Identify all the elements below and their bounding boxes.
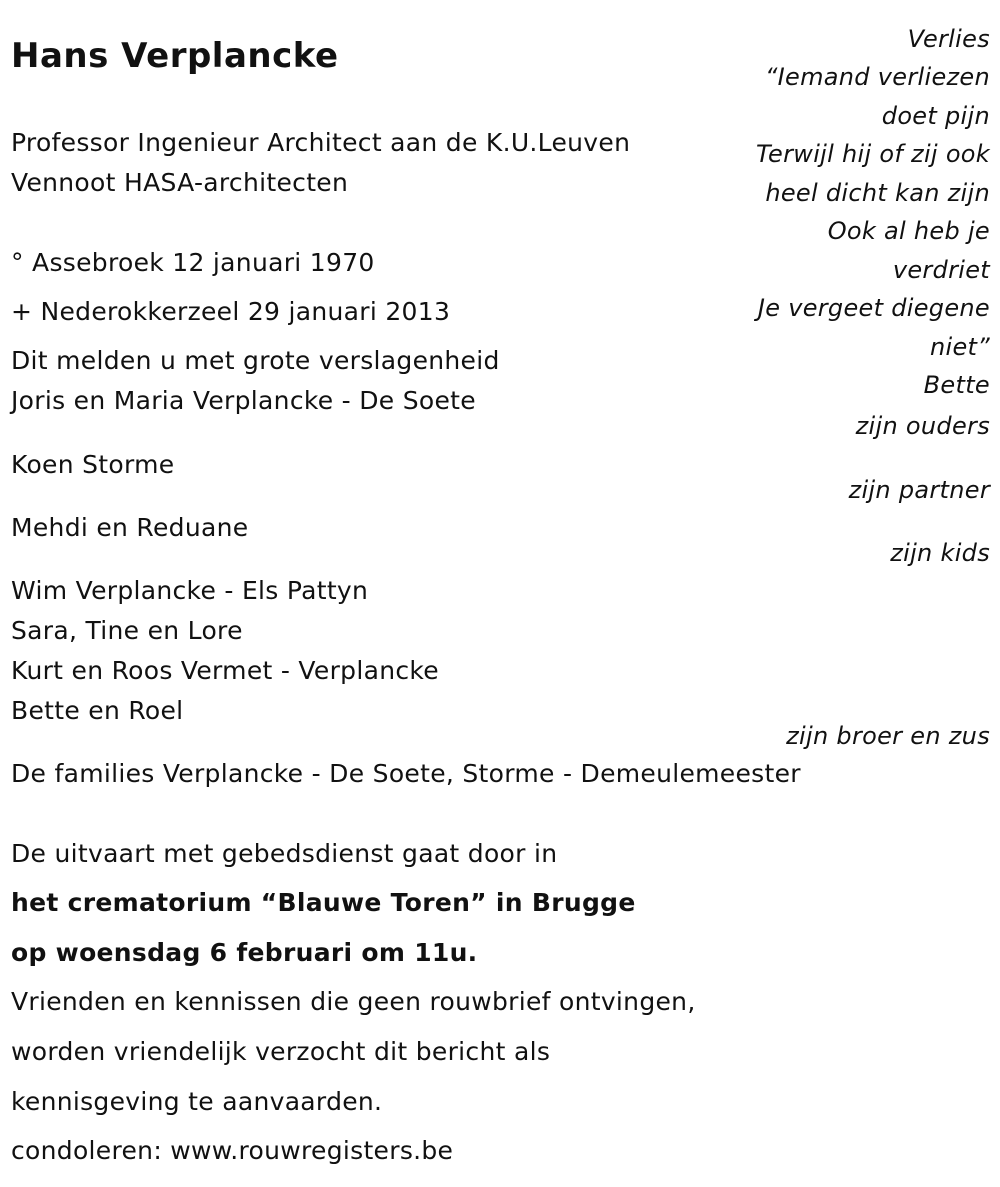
deceased-name: Hans Verplancke: [11, 36, 339, 76]
families-line: De families Verplancke - De Soete, Storme - Demeulemeester: [11, 759, 801, 788]
relation-siblings: zijn broer en zus: [786, 722, 990, 750]
sibling-line-2: Sara, Tine en Lore: [11, 616, 243, 645]
relation-parents: zijn ouders: [855, 412, 990, 440]
notice-line-2: worden vriendelijk verzocht dit bericht als: [11, 1037, 551, 1066]
poem-line-1: Verlies: [907, 25, 990, 53]
condolences-line: condoleren: www.rouwregisters.be: [11, 1136, 454, 1165]
poem-line-4: Terwijl hij of zij ook: [756, 140, 990, 168]
title-line-1: Professor Ingenieur Architect aan de K.U.Leuven: [11, 128, 631, 157]
poem-author: Bette: [923, 371, 990, 399]
relation-partner: zijn partner: [848, 476, 990, 504]
notice-line-3: kennisgeving te aanvaarden.: [11, 1087, 383, 1116]
birth-line: ° Assebroek 12 januari 1970: [11, 248, 375, 277]
death-line: + Nederokkerzeel 29 januari 2013: [11, 297, 451, 326]
poem-line-5: heel dicht kan zijn: [765, 179, 990, 207]
funeral-place: het crematorium “Blauwe Toren” in Brugge: [11, 888, 636, 917]
poem-line-6: Ook al heb je: [827, 217, 990, 245]
funeral-date: op woensdag 6 februari om 11u.: [11, 938, 478, 967]
sibling-line-3: Kurt en Roos Vermet - Verplancke: [11, 656, 439, 685]
poem-line-9: niet”: [930, 333, 990, 361]
notice-line-1: Vrienden en kennissen die geen rouwbrief ontvingen,: [11, 987, 696, 1016]
partner-name: Koen Storme: [11, 450, 175, 479]
poem-line-7: verdriet: [892, 256, 990, 284]
poem-line-2: “Iemand verliezen: [764, 63, 990, 91]
title-line-2: Vennoot HASA-architecten: [11, 168, 349, 197]
parents-names: Joris en Maria Verplancke - De Soete: [11, 386, 476, 415]
funeral-line: De uitvaart met gebedsdienst gaat door in: [11, 839, 558, 868]
announcement-line: Dit melden u met grote verslagenheid: [11, 346, 500, 375]
poem-line-8: Je vergeet diegene: [757, 294, 990, 322]
sibling-line-4: Bette en Roel: [11, 696, 184, 725]
relation-kids: zijn kids: [890, 539, 990, 567]
poem-line-3: doet pijn: [881, 102, 990, 130]
sibling-line-1: Wim Verplancke - Els Pattyn: [11, 576, 369, 605]
kids-names: Mehdi en Reduane: [11, 513, 249, 542]
